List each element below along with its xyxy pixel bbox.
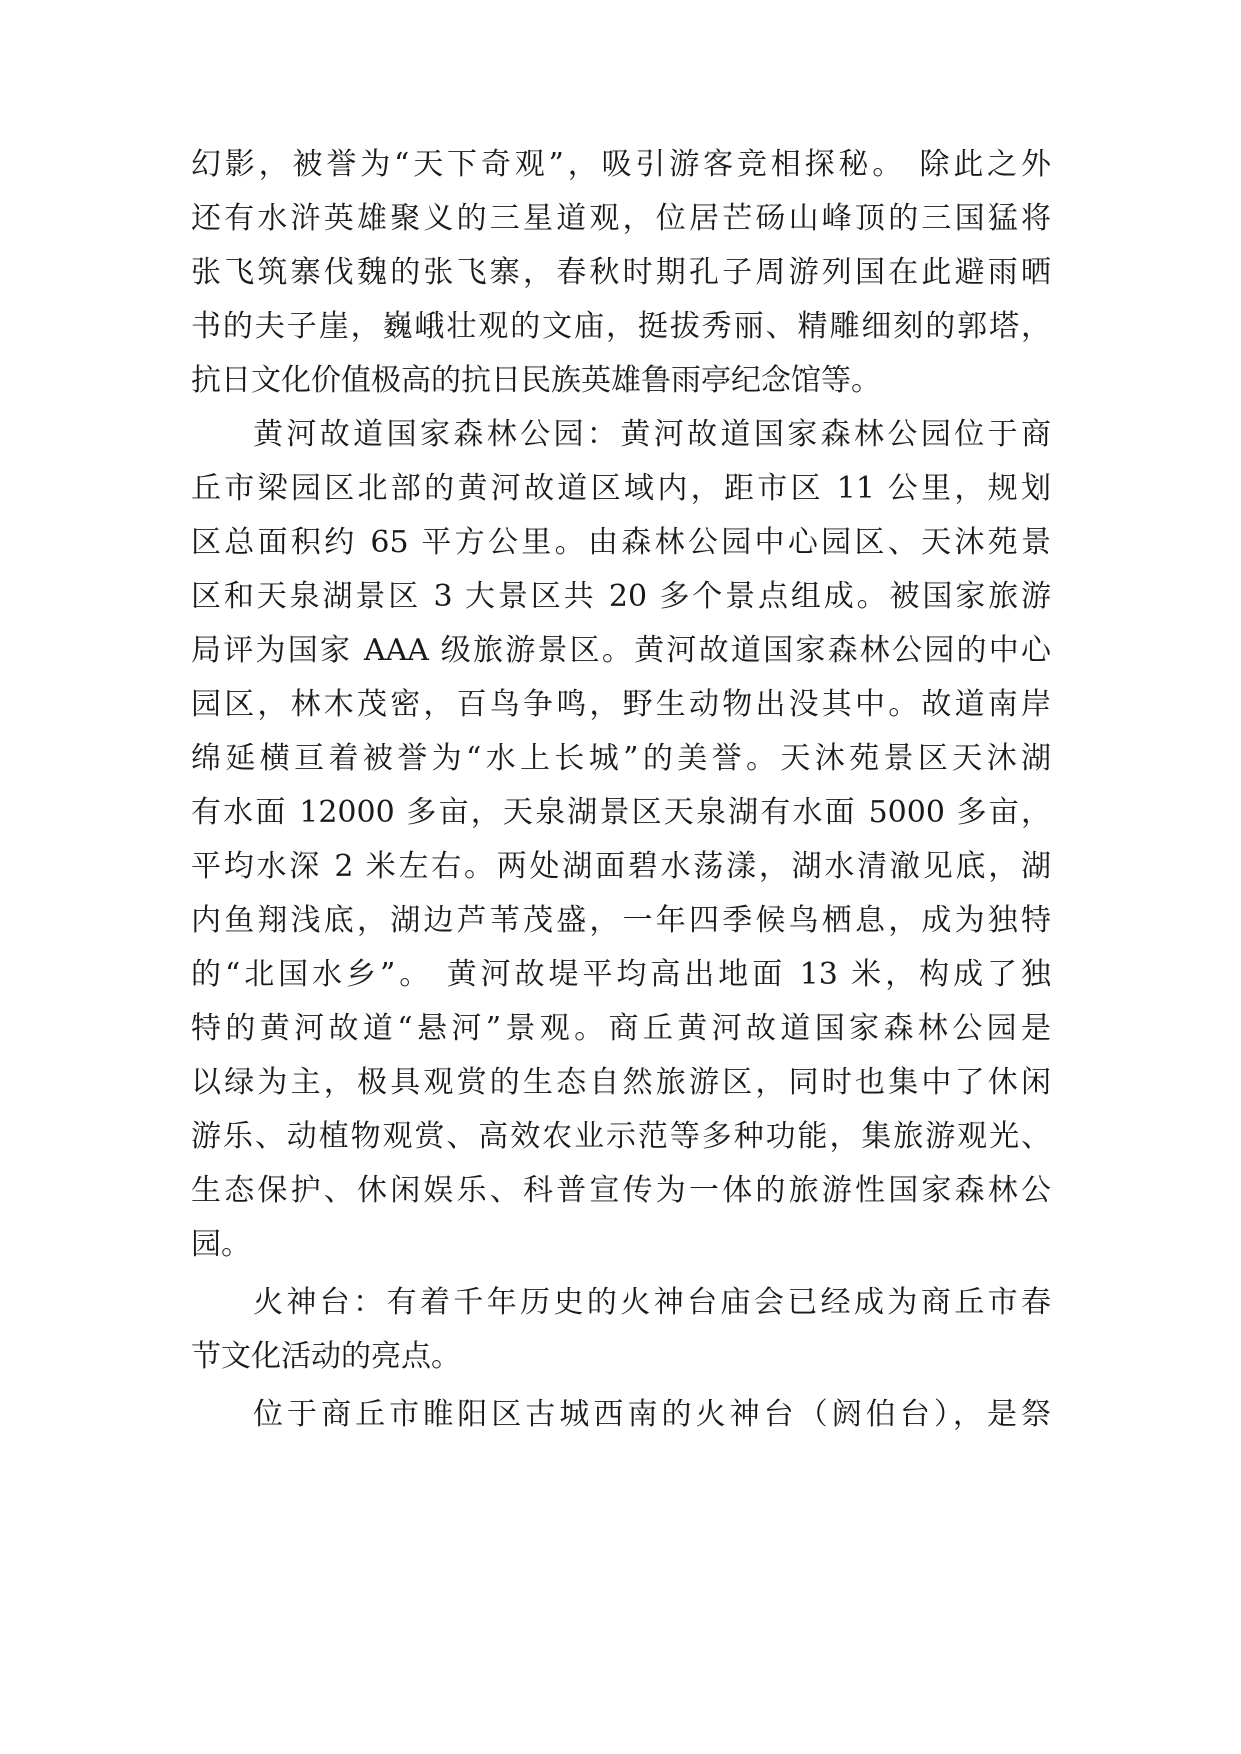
text-line: 园区，林木茂密，百鸟争鸣，野生动物出没其中。故道南岸 [191, 687, 1051, 722]
text-line: 游乐、动植物观赏、高效农业示范等多种功能，集旅游观光、 [191, 1119, 1051, 1154]
paragraph-first-line: 黄河故道国家森林公园：黄河故道国家森林公园位于商 [253, 417, 1051, 452]
paragraph-first-line: 位于商丘市睢阳区古城西南的火神台（阏伯台），是祭 [253, 1397, 1051, 1432]
text-line: 绵延横亘着被誉为“水上长城”的美誉。天沐苑景区天沐湖 [191, 741, 1051, 776]
text-line: 平均水深 2 米左右。两处湖面碧水荡漾，湖水清澈见底，湖 [191, 849, 1051, 884]
text-line: 园。 [191, 1227, 251, 1262]
text-line: 书的夫子崖，巍峨壮观的文庙，挺拔秀丽、精雕细刻的郭塔， [191, 309, 1051, 344]
text-line: 区和天泉湖景区 3 大景区共 20 多个景点组成。被国家旅游 [191, 579, 1051, 614]
text-line: 特的黄河故道“悬河”景观。商丘黄河故道国家森林公园是 [191, 1011, 1051, 1046]
paragraph-first-line: 火神台：有着千年历史的火神台庙会已经成为商丘市春 [253, 1285, 1051, 1320]
text-line: 还有水浒英雄聚义的三星道观，位居芒砀山峰顶的三国猛将 [191, 201, 1051, 236]
text-line: 生态保护、休闲娱乐、科普宣传为一体的旅游性国家森林公 [191, 1173, 1051, 1208]
text-line: 内鱼翔浅底，湖边芦苇茂盛，一年四季候鸟栖息，成为独特 [191, 903, 1051, 938]
text-line: 局评为国家 AAA 级旅游景区。黄河故道国家森林公园的中心 [191, 633, 1051, 668]
text-line: 有水面 12000 多亩，天泉湖景区天泉湖有水面 5000 多亩， [191, 795, 1051, 830]
text-line: 丘市梁园区北部的黄河故道区域内，距市区 11 公里，规划 [191, 471, 1051, 506]
text-line: 幻影，被誉为“天下奇观”，吸引游客竞相探秘。 除此之外 [191, 147, 1051, 182]
text-line: 节文化活动的亮点。 [191, 1339, 461, 1374]
text-line: 区总面积约 65 平方公里。由森林公园中心园区、天沐苑景 [191, 525, 1051, 560]
text-line: 的“北国水乡”。 黄河故堤平均高出地面 13 米，构成了独 [191, 957, 1051, 992]
text-line: 以绿为主，极具观赏的生态自然旅游区，同时也集中了休闲 [191, 1065, 1051, 1100]
text-line: 张飞筑寨伐魏的张飞寨，春秋时期孔子周游列国在此避雨晒 [191, 255, 1051, 290]
text-line: 抗日文化价值极高的抗日民族英雄鲁雨亭纪念馆等。 [191, 363, 881, 398]
